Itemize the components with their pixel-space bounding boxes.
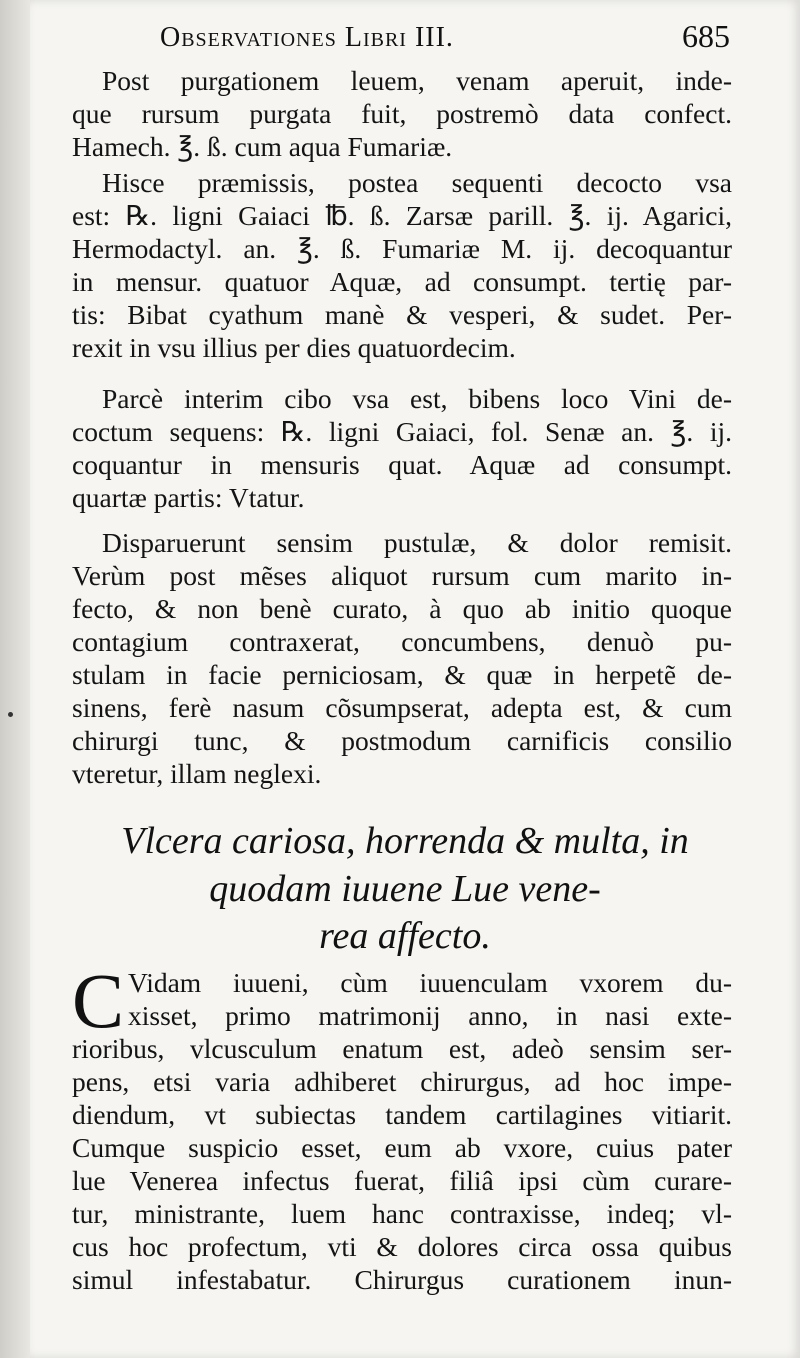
text-line: rexit in vsu illius per dies quatuordecim. xyxy=(72,332,516,363)
paragraph-2 xyxy=(72,166,732,364)
text-line: cus hoc profectum, vti & dolores circa ossa quibus xyxy=(72,1231,732,1262)
text-line: quartæ partis: Vtatur. xyxy=(72,482,305,513)
paragraph-4 xyxy=(72,526,732,790)
heading-line: Vlcera cariosa, horrenda & multa, in xyxy=(121,820,689,862)
text-line: Vidam iuueni, cùm iuuenculam vxorem du- xyxy=(128,967,732,998)
page-header xyxy=(160,18,730,58)
paragraph-3 xyxy=(72,382,732,514)
text-line: Post purgationem leuem, venam aperuit, inde- xyxy=(102,65,732,96)
page-number: 685 xyxy=(682,18,730,54)
paragraph-5 xyxy=(72,1032,732,1296)
heading-line: quodam iuuene Lue vene- xyxy=(209,867,601,910)
text-line: fecto, & non benè curato, à quo ab initio quoque xyxy=(72,593,732,624)
heading-line: rea affecto. xyxy=(319,915,491,957)
text-line: est: ℞. ligni Gaiaci ℔. ß. Zarsæ parill. ℥. ij. Agarici, xyxy=(72,200,732,231)
text-line: vteretur, illam neglexi. xyxy=(72,758,322,789)
text-line: Cumque suspicio esset, eum ab vxore, cuius pater xyxy=(72,1132,732,1163)
drop-cap: C xyxy=(72,957,125,1044)
text-line: pens, etsi varia adhiberet chirurgus, ad hoc impe- xyxy=(72,1066,732,1097)
text-line: contagium contraxerat, concumbens, denuò pu- xyxy=(72,626,732,657)
running-title: Observationes Libri III. xyxy=(160,22,454,53)
text-line: que rursum purgata fuit, postremò data confect. xyxy=(72,98,732,129)
text-line: rioribus, vlcusculum enatum est, adeò sensim ser- xyxy=(72,1033,732,1064)
text-line: chirurgi tunc, & postmodum carnificis consilio xyxy=(72,725,732,756)
text-line: tur, ministrante, luem hanc contraxisse, indeq; vl- xyxy=(72,1198,732,1229)
text-line: simul infestabatur. Chirurgus curationem inun- xyxy=(72,1264,732,1295)
text-line: sinens, ferè nasum cõsumpserat, adepta est, & cum xyxy=(72,692,732,723)
text-line: Parcè interim cibo vsa est, bibens loco Vini de- xyxy=(102,383,732,414)
gutter-shadow xyxy=(0,0,30,1358)
text-line: Hisce præmissis, postea sequenti decocto vsa xyxy=(102,167,732,198)
margin-dot xyxy=(8,712,13,717)
text-line: coquantur in mensuris quat. Aquæ ad consumpt. xyxy=(72,449,732,480)
text-line: coctum sequens: ℞. ligni Gaiaci, fol. Senæ an. ℥. ij. xyxy=(72,416,732,447)
text-line: Disparuerunt sensim pustulæ, & dolor remisit. xyxy=(102,527,732,558)
text-line: xisset, primo matrimonij anno, in nasi exte- xyxy=(128,1000,732,1031)
paragraph-1 xyxy=(72,64,732,163)
text-line: Hermodactyl. an. ℥. ß. Fumariæ M. ij. decoquantur xyxy=(72,233,732,264)
text-line: lue Venerea infectus fuerat, filiâ ipsi cùm curare- xyxy=(72,1165,732,1196)
text-line: tis: Bibat cyathum manè & vesperi, & sudet. Per- xyxy=(72,299,732,330)
text-line: in mensur. quatuor Aquæ, ad consumpt. tertię par- xyxy=(72,266,732,297)
text-line: Hamech. ℥. ß. cum aqua Fumariæ. xyxy=(72,131,453,162)
text-line: stulam in facie perniciosam, & quæ in herpetẽ de- xyxy=(72,659,732,690)
section-heading xyxy=(80,818,730,961)
text-line: Verùm post mẽses aliquot rursum cum marito in- xyxy=(72,560,732,591)
text-line: diendum, vt subiectas tandem cartilagines vitiarit. xyxy=(72,1099,732,1130)
paragraph-5-dropcap-lines xyxy=(128,966,732,1032)
